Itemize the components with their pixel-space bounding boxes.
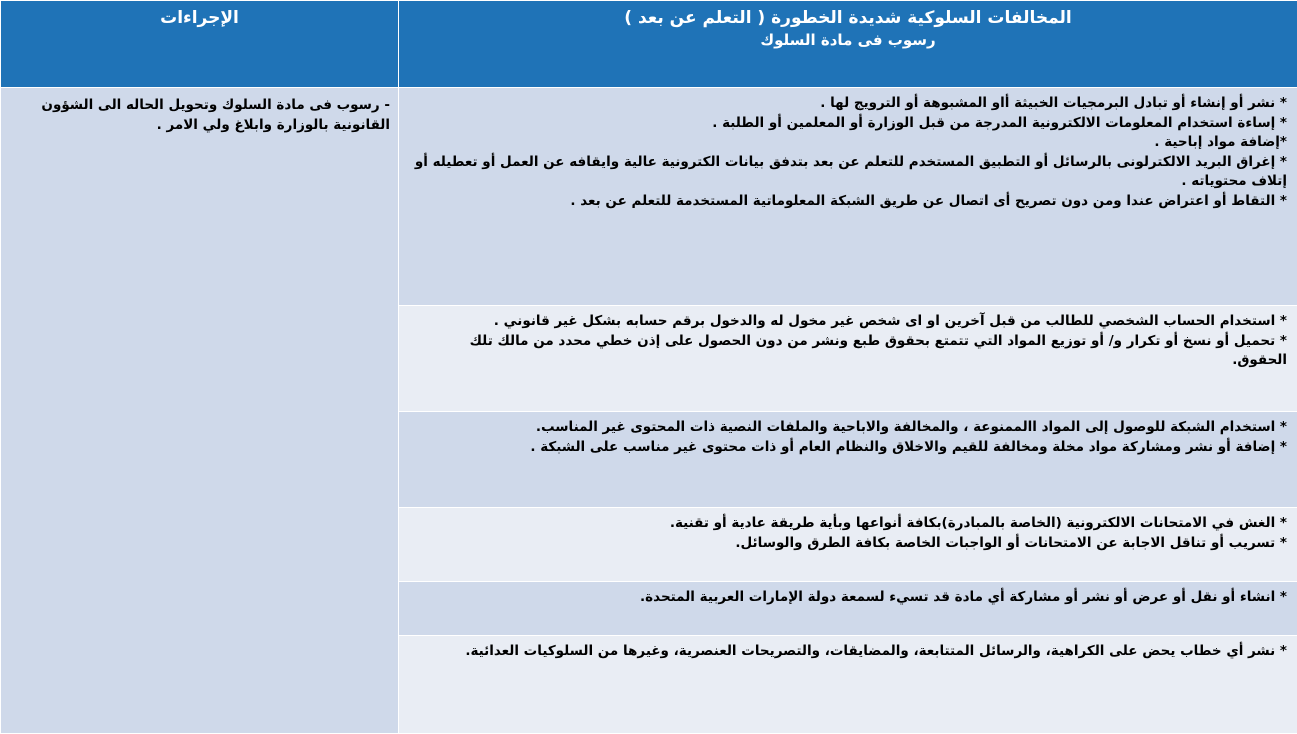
- violation-cell: [399, 636, 1297, 734]
- violations-header-cell: [399, 1, 1297, 88]
- header-row: [1, 1, 1297, 88]
- violation-item: * انشاء أو نقل أو عرض أو نشر أو مشاركة أي مادة قد تسيء لسمعة دولة الإمارات العربية المتحدة.: [413, 588, 1287, 608]
- violations-subtitle: رسوب فى مادة السلوك: [399, 29, 1297, 51]
- violation-item: *إضافة مواد إباحية .: [413, 133, 1287, 153]
- violation-item: * استخدام الشبكة للوصول إلى المواد االممنوعة ، والمخالفة والاباحية والملفات النصية ذات المحتوى غير المناسب.: [413, 418, 1287, 438]
- table-row: [1, 88, 1297, 306]
- violation-item: * تسريب أو تناقل الاجابة عن الامتحانات أو الواجبات الخاصة بكافة الطرق والوسائل.: [413, 534, 1287, 554]
- violation-item: * استخدام الحساب الشخصي للطالب من قبل آخرين او اى شخص غير مخول له والدخول برقم حسابه بشكل غير قانوني .: [413, 312, 1287, 332]
- violation-item: * نشر أو إنشاء أو تبادل البرمجيات الخبيثة أاو المشبوهة أو الترويج لها .: [413, 94, 1287, 114]
- actions-text: - رسوب فى مادة السلوك وتحويل الحاله الى الشؤون القانونية بالوزارة وابلاغ ولي الامر .: [41, 97, 390, 133]
- violation-cell: [399, 306, 1297, 412]
- violation-cell: [399, 582, 1297, 636]
- violation-item: * التقاط أو اعتراض عندا ومن دون تصريح أى اتصال عن طريق الشبكة المعلوماتية المستخدمة للتعلم عن بعد .: [413, 192, 1287, 212]
- actions-header-cell: [1, 1, 399, 88]
- violation-item: * إساءة استخدام المعلومات الالكترونية المدرجة من قبل الوزارة أو المعلمين أو الطلبة .: [413, 114, 1287, 134]
- violation-item: * نشر أي خطاب يحض على الكراهية، والرسائل المتتابعة، والمضايقات، والتصريحات العنصرية، وغيرها من السلوكيات العدائية.: [413, 642, 1287, 662]
- violation-cell: [399, 88, 1297, 306]
- violation-item: * تحميل أو نسخ أو تكرار و/ أو توزيع المواد التي تتمتع بحقوق طبع ونشر من دون الحصول على إذن خطي محدد من مالك تلك الحقوق.: [413, 332, 1287, 371]
- violation-item: * الغش في الامتحانات الالكترونية (الخاصة بالمبادرة)بكافة أنواعها وبأية طريقة عادية أو تقنية.: [413, 514, 1287, 534]
- violation-cell: [399, 508, 1297, 582]
- violation-item: * إضافة أو نشر ومشاركة مواد مخلة ومخالفة للقيم والاخلاق والنظام العام أو ذات محتوى غير مناسب على الشبكة .: [413, 438, 1287, 458]
- violations-title: المخالفات السلوكية شديدة الخطورة ( التعلم عن بعد ): [399, 1, 1297, 29]
- violation-item: * إغراق البريد الالكترلونى بالرسائل أو التطبيق المستخدم للتعلم عن بعد بتدفق بيانات الكترونية عالية وايقافه عن العمل أو تعطيله أو إتلاف محتوياته .: [413, 153, 1287, 192]
- actions-title: الإجراءات: [160, 8, 239, 28]
- violation-cell: [399, 412, 1297, 508]
- actions-cell: [1, 88, 399, 734]
